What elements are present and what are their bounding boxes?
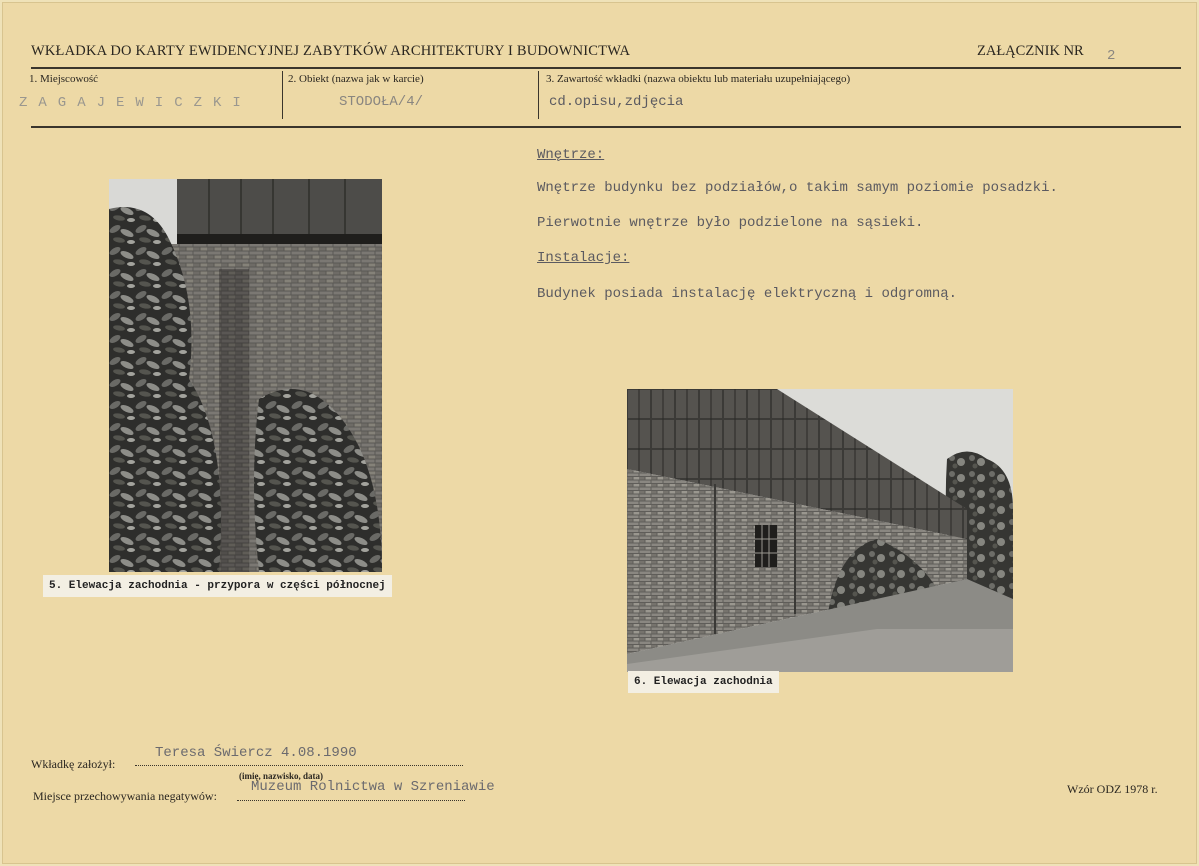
interior-line-2: Pierwotnie wnętrze było podzielone na sąsieki. (537, 215, 924, 231)
card-title: WKŁADKA DO KARTY EWIDENCYJNEJ ZABYTKÓW ARCHITEKTURY I BUDOWNICTWA (31, 43, 631, 59)
installations-line: Budynek posiada instalację elektryczną i odgromną. (537, 286, 958, 302)
photo-buttress-caption: 5. Elewacja zachodnia - przypora w części północnej (43, 575, 392, 597)
fields-rule (31, 126, 1181, 128)
created-label: Wkładkę założył: (31, 757, 116, 771)
photo-buttress (109, 179, 382, 572)
created-dots (135, 765, 463, 766)
header-rule (31, 67, 1181, 69)
field-divider-2 (538, 71, 539, 119)
locality-value: ZAGAJEWICZKI (19, 95, 252, 111)
negatives-value: Muzeum Rolnictwa w Szreniawie (251, 779, 495, 795)
locality-label: 1. Miejscowość (29, 73, 99, 85)
negatives-label: Miejsce przechowywania negatywów: (33, 789, 217, 803)
object-label: 2. Obiekt (nazwa jak w karcie) (288, 73, 424, 85)
attachment-number: 2 (1107, 48, 1116, 64)
record-card (2, 2, 1197, 864)
created-hint: (imię, nazwisko, data) (239, 771, 323, 781)
installations-heading: Instalacje: (537, 250, 630, 266)
photo-elevation (627, 389, 1013, 672)
interior-heading: Wnętrze: (537, 147, 605, 163)
contents-value: cd.opisu,zdjęcia (549, 94, 684, 110)
attachment-label: ZAŁĄCZNIK NR (977, 43, 1084, 59)
photo-elevation-caption: 6. Elewacja zachodnia (628, 671, 779, 693)
created-value: Teresa Świercz 4.08.1990 (155, 745, 357, 761)
contents-label: 3. Zawartość wkładki (nazwa obiektu lub materiału uzupełniającego) (546, 73, 851, 85)
form-label: Wzór ODZ 1978 r. (1067, 782, 1158, 796)
field-divider-1 (282, 71, 283, 119)
photo-elevation-image (627, 389, 1013, 672)
photo-buttress-image (109, 179, 382, 572)
object-value: STODOŁA/4/ (339, 94, 424, 110)
interior-line-1: Wnętrze budynku bez podziałów,o takim samym poziomie posadzki. (537, 180, 1058, 196)
negatives-dots (237, 800, 465, 801)
